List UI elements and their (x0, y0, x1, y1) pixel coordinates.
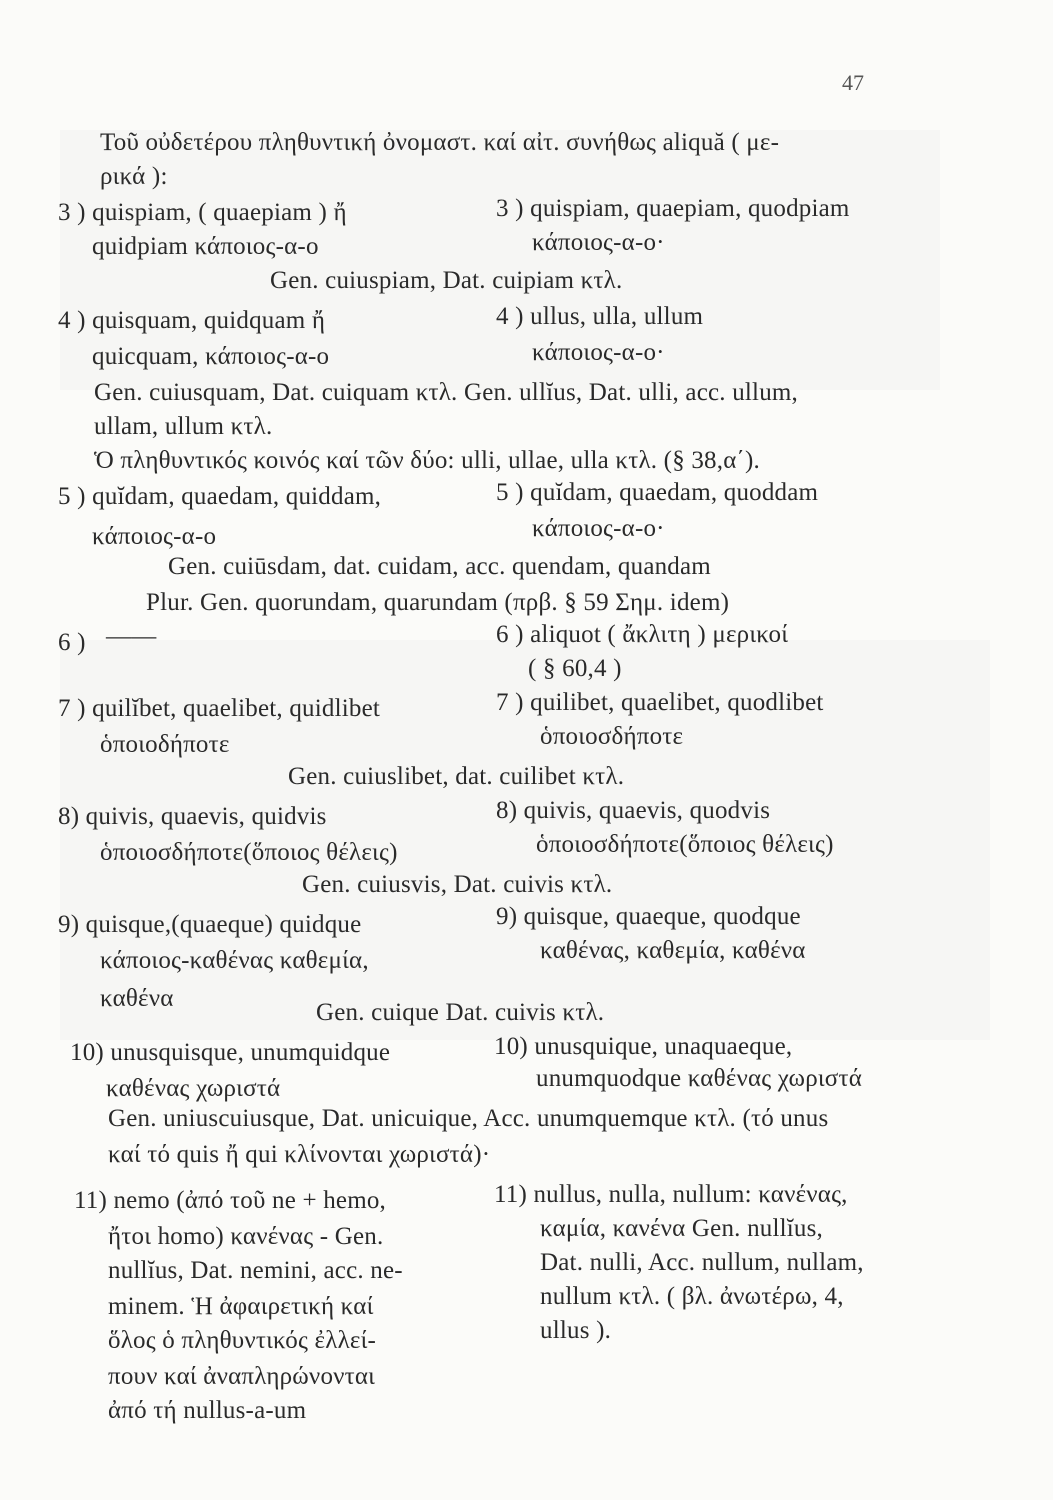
right-column-line: 8) quivis, quaevis, quodvis (496, 797, 771, 824)
text-line: Gen. cuiuspiam, Dat. cuipiam κτλ. (270, 267, 623, 294)
left-column-line: 3 ) quispiam, ( quaepiam ) ἤ (58, 199, 347, 226)
left-column-line: ἀπό τή nullus-a-um (108, 1397, 307, 1424)
right-column-line: 6 ) aliquot ( ἄκλιτη ) μερικοί (496, 621, 789, 648)
left-column-line: κάποιος-α-ο (92, 523, 217, 550)
right-column-line: Dat. nulli, Acc. nullum, nullam, (540, 1249, 864, 1276)
right-column-line: καμία, κανένα Gen. nullĭus, (540, 1215, 823, 1242)
left-column-line: 8) quivis, quaevis, quidvis (58, 803, 327, 830)
right-column-line: 9) quisque, quaeque, quodque (496, 903, 801, 930)
right-column-line: 10) unusquique, unaquaeque, (494, 1033, 793, 1060)
left-column-line: 7 ) quilĭbet, quaelibet, quidlibet (58, 695, 381, 722)
right-column-line: κάποιος-α-ο· (532, 515, 665, 542)
page-number: 47 (842, 70, 864, 95)
right-column-line: 3 ) quispiam, quaepiam, quodpiam (496, 195, 850, 222)
left-column-line: ἤτοι homo) κανένας - Gen. (108, 1223, 384, 1250)
left-column-line: πουν καί ἀναπληρώνονται (108, 1363, 376, 1390)
right-column-line: ( § 60,4 ) (528, 655, 622, 682)
right-column-line: ὁποιοσδήποτε(ὅποιος θέλεις) (536, 831, 834, 858)
right-column-line: κάποιος-α-ο· (532, 229, 665, 256)
left-column-line: nullĭus, Dat. nemini, acc. ne- (108, 1257, 403, 1284)
left-column-line: ὁποιοδήποτε (100, 731, 230, 758)
right-column-line: unumquodque καθένας χωριστά (536, 1065, 863, 1092)
right-column-line: κάποιος-α-ο· (532, 339, 665, 366)
text-line: Gen. cuiuslibet, dat. cuilibet κτλ. (288, 763, 625, 790)
text-line: Gen. cuiusvis, Dat. cuivis κτλ. (302, 871, 613, 898)
right-column-line: nullum κτλ. ( βλ. ἀνωτέρω, 4, (540, 1283, 844, 1310)
left-column-line: καθένα (100, 985, 174, 1012)
text-line: Gen. cuiusquam, Dat. cuiquam κτλ. Gen. ullĭus, Dat. ulli, acc. ullum, (94, 379, 798, 406)
right-column-line: καθένας, καθεμία, καθένα (540, 937, 806, 964)
right-column-line: ullus ). (540, 1317, 612, 1344)
left-column-line: quidpiam κάποιος-α-ο (92, 233, 319, 260)
right-column-line: 7 ) quilibet, quaelibet, quodlibet (496, 689, 824, 716)
left-column-line: 5 ) quĭdam, quaedam, quiddam, (58, 483, 382, 510)
right-column-line: 4 ) ullus, ulla, ullum (496, 303, 704, 330)
right-column-line: 5 ) quĭdam, quaedam, quoddam (496, 479, 819, 506)
left-column-line: 4 ) quisquam, quidquam ἤ (58, 307, 326, 334)
blank-dash: —— (106, 623, 157, 650)
left-column-line: καθένας χωριστά (106, 1075, 281, 1102)
left-column-line: ὅλος ὁ πληθυντικός ἐλλεί- (108, 1327, 377, 1354)
left-column-line: ὁποιοσδήποτε(ὅποιος θέλεις) (100, 839, 398, 866)
right-column-line: 11) nullus, nulla, nullum: κανένας, (494, 1181, 848, 1208)
left-column-line: 9) quisque,(quaeque) quidque (58, 911, 362, 938)
left-column-line: κάποιος-καθένας καθεμία, (100, 947, 369, 974)
text-line: Ὁ πληθυντικός κοινός καί τῶν δύο: ulli, ullae, ulla κτλ. (§ 38,α΄). (94, 447, 760, 474)
left-column-line: 6 ) (58, 629, 86, 656)
left-column-line: 11) nemo (ἀπό τοῦ ne + hemo, (74, 1187, 386, 1214)
text-line: ρικά ): (100, 163, 168, 190)
text-line: Gen. uniuscuiusque, Dat. unicuique, Acc. unumquemque κτλ. (τό unus (108, 1105, 829, 1132)
text-line: Gen. cuique Dat. cuivis κτλ. (316, 999, 605, 1026)
text-line: Plur. Gen. quorundam, quarundam (πρβ. § 59 Σημ. idem) (146, 589, 730, 616)
right-column-line: ὁποιοσδήποτε (540, 723, 684, 750)
left-column-line: 10) unusquisque, unumquidque (70, 1039, 391, 1066)
left-column-line: quicquam, κάποιος-α-ο (92, 343, 330, 370)
text-line: Τοῦ οὐδετέρου πληθυντική ὀνομαστ. καί αἰτ. συνήθως aliquă ( με- (100, 129, 780, 156)
text-line: Gen. cuiūsdam, dat. cuidam, acc. quendam, quandam (168, 553, 711, 580)
text-line: ullam, ullum κτλ. (94, 413, 273, 440)
text-line: καί τό quis ἤ qui κλίνονται χωριστά)· (108, 1141, 491, 1168)
left-column-line: minem. Ἡ ἀφαιρετική καί (108, 1293, 374, 1320)
